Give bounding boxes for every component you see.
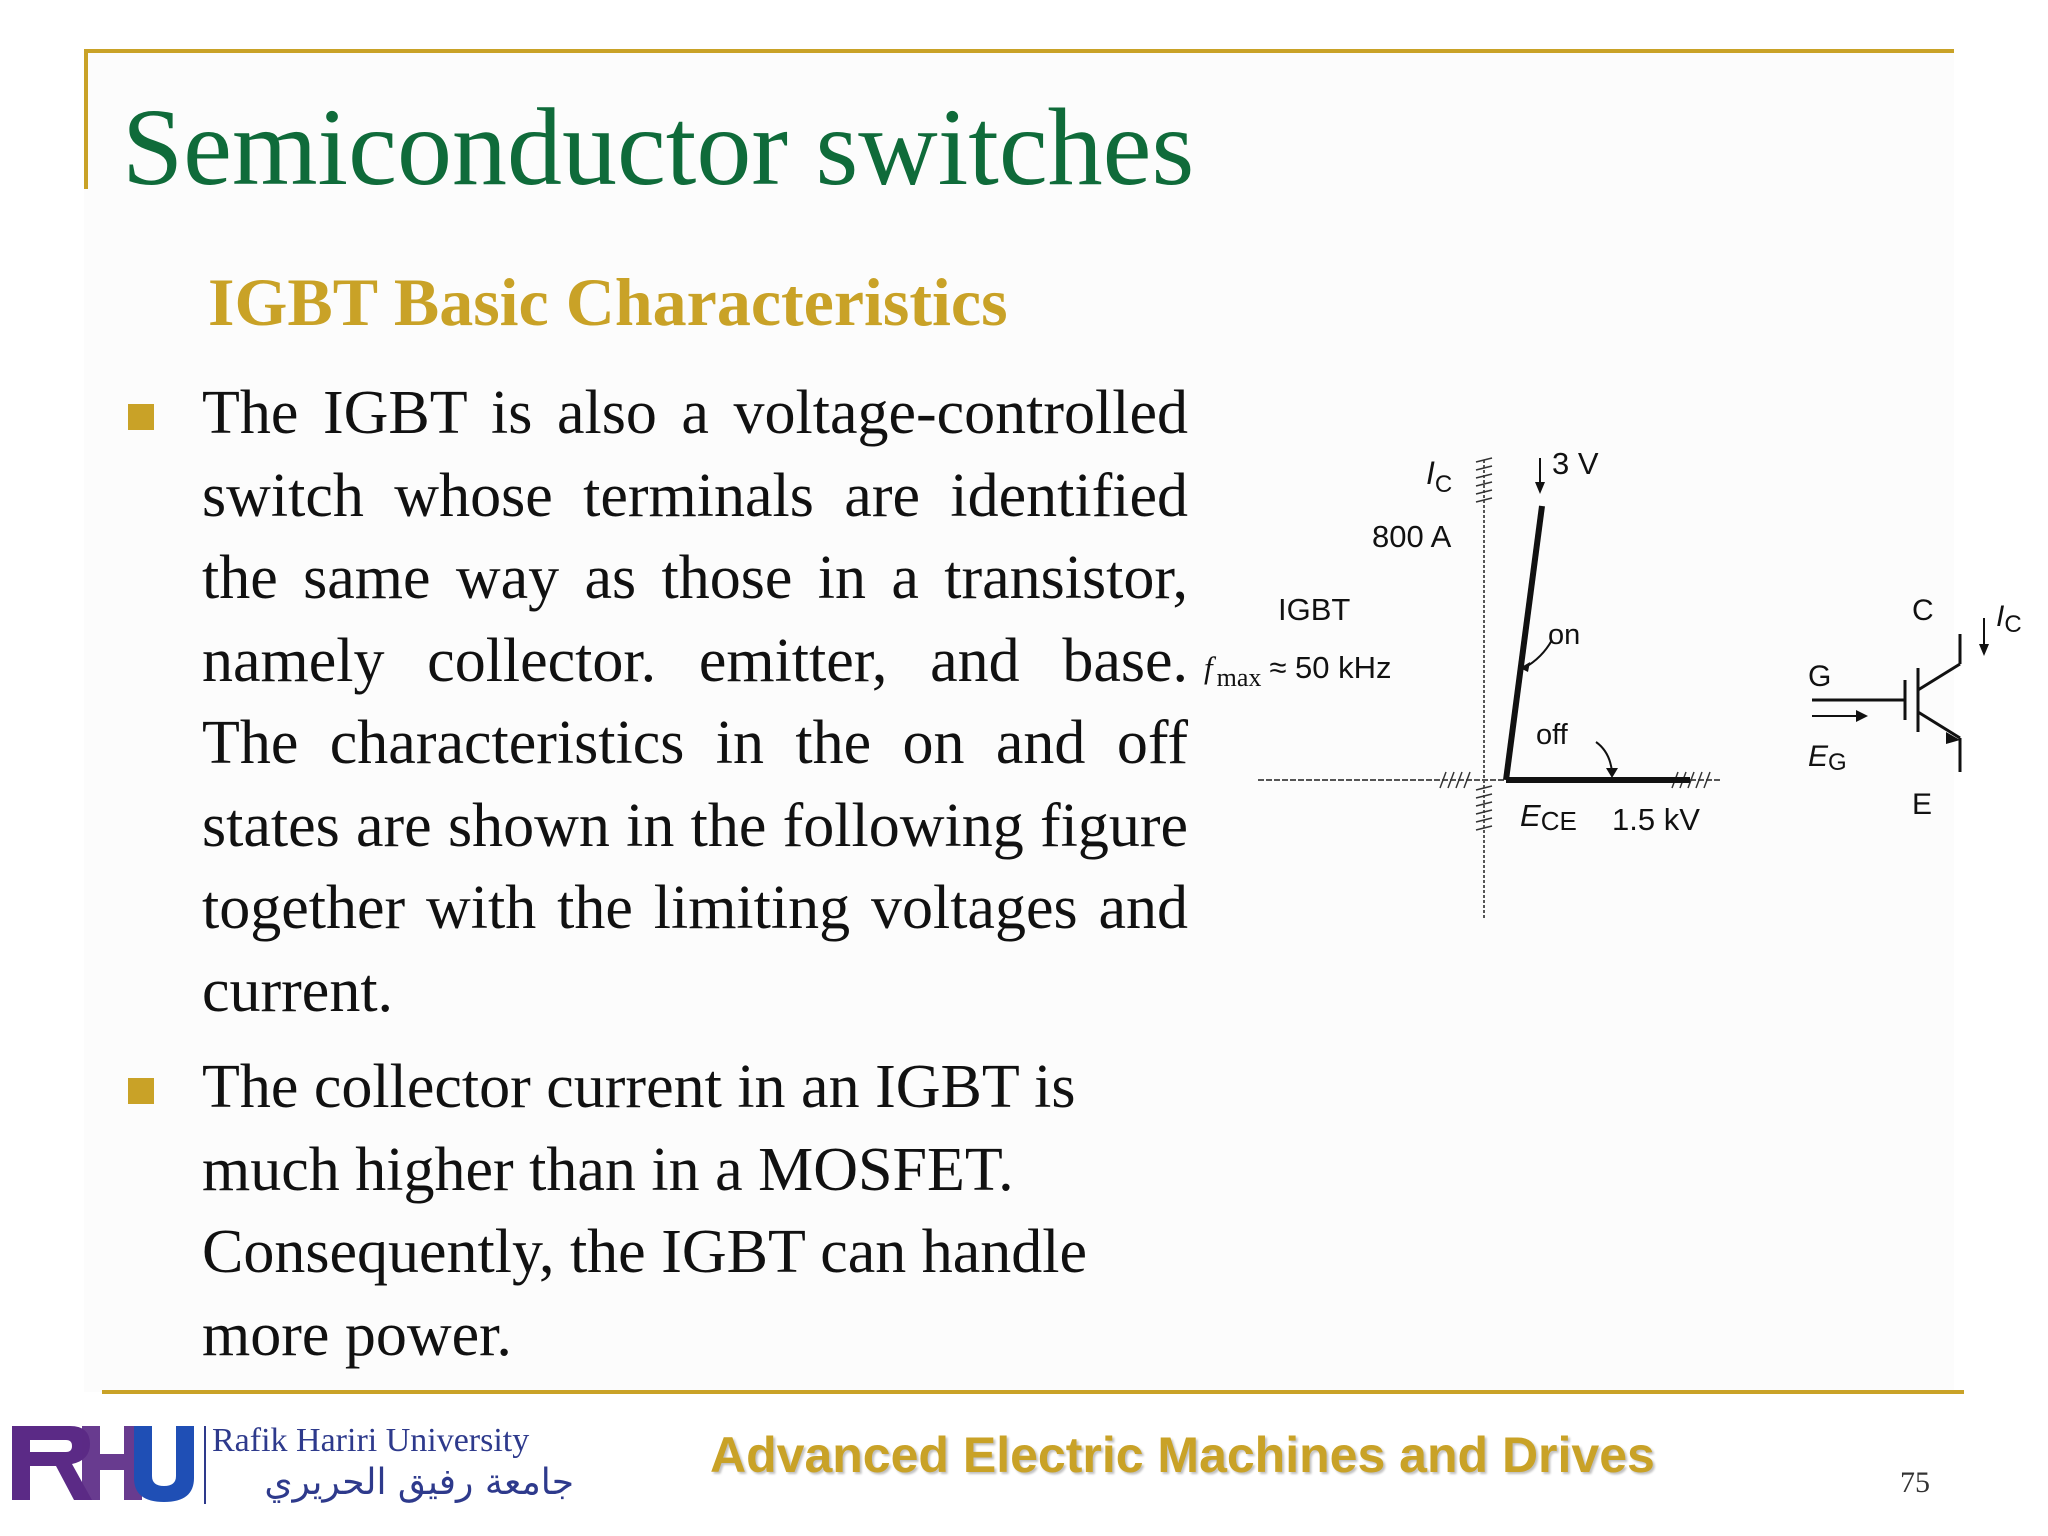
eg-arrow-icon [1856,710,1868,722]
page-number: 75 [1900,1466,1930,1499]
off-leader-arrow [1596,742,1612,772]
current-rating-label: 800 A [1372,519,1452,554]
ic-arrow-icon [1979,644,1989,656]
bullet-list [128,372,1188,1390]
university-name-en: Rafik Hariri University [212,1422,530,1459]
arrow-down-icon [1535,482,1545,494]
university-name-ar: جامعة رفيق الحريري [264,1462,574,1503]
logo-divider [204,1426,206,1504]
symbol-emitter-label: E [1912,788,1933,821]
ic-axis-label: $I_C$ [1426,455,1453,498]
voltage-rating-label: 1.5 kV [1612,802,1700,837]
bullet-text: The IGBT is also a voltage-controlled switch whose terminals are identified the same way as those in a transistor, namely collector. emitter, and base. The characteristics in the on and off states are shown in the following figure together with the limiting voltages and current. [202,379,1188,1025]
igbt-characteristics-figure [1200,440,2036,930]
on-label: on [1548,619,1581,651]
slide-title: Semiconductor switches [122,86,1195,208]
top-rule [84,49,1954,53]
on-voltage-label: 3 V [1552,446,1599,481]
off-label: off [1536,719,1568,751]
symbol-collector-label: C [1912,594,1934,627]
bottom-rule [102,1390,1964,1394]
slide-subtitle: IGBT Basic Characteristics [208,264,1008,340]
device-name-label: IGBT [1278,592,1351,627]
symbol-ic-label: $I_C$ [1996,600,2022,638]
fmax-label: f $_{max}$ ≈ 50 kHz [1204,650,1392,692]
university-logo [8,1420,208,1506]
left-rule [84,49,88,189]
symbol-eg-label: EG [1808,740,1847,776]
course-title: Advanced Electric Machines and Drives [710,1427,1655,1483]
ece-axis-label: ECE [1520,798,1577,836]
bullet-text: The collector current in an IGBT is much higher than in a MOSFET. Consequently, the IGBT can handle more power. [202,1053,1088,1369]
bullet-item [128,1046,1212,1376]
bullet-square-icon [128,404,154,430]
symbol-gate-label: G [1808,660,1832,693]
bullet-square-icon [128,1078,154,1104]
bullet-item [128,372,1188,1032]
